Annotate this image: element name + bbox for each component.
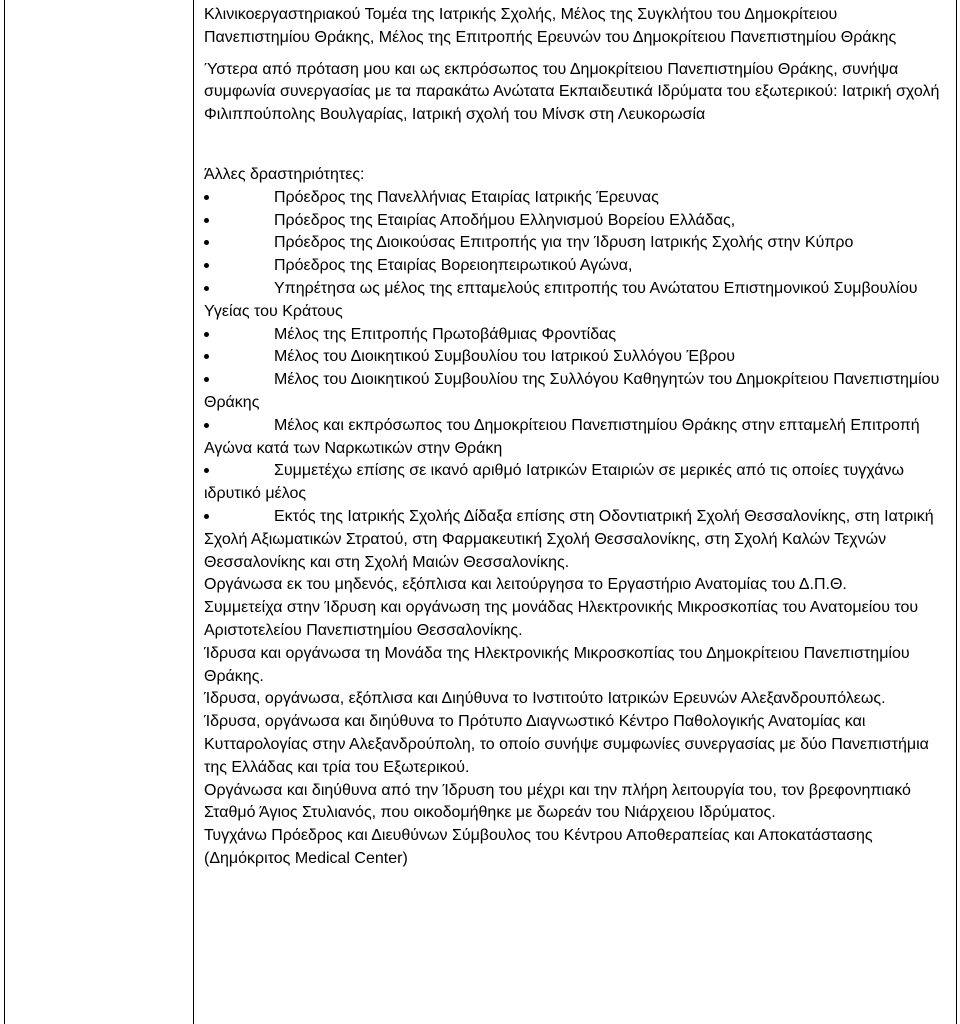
bullet-icon bbox=[204, 332, 209, 337]
bullet-icon bbox=[204, 263, 209, 268]
list-item: Εκτός της Ιατρικής Σχολής Δίδαξα επίσης στη Οδοντιατρική Σχολή Θεσσαλονίκης, στη Ιατρική Σχολή Αξιωματικών Στρατού, στη Φαρμακευτική Σχολή Θεσσαλονίκης, στη Σχολή Καλών Τεχνών Θεσσαλονίκης και στη Σχολή Μαιών Θεσσαλονίκης. bbox=[204, 507, 934, 571]
closing-paragraph: Οργάνωσα εκ του μηδενός, εξόπλισα και λειτούργησα το Εργαστήριο Ανατομίας του Δ.Π.Θ. bbox=[204, 576, 847, 594]
closing-paragraph: Συμμετείχα στην Ίδρυση και οργάνωση της μονάδας Ηλεκτρονικής Μικροσκοπίας του Ανατομείου του Αριστοτελείου Πανεπιστημίου Θεσσαλονίκης. bbox=[204, 599, 919, 639]
closing-paragraph: Ίδρυσα και οργάνωσα τη Μονάδα της Ηλεκτρονικής Μικροσκοπίας του Δημοκρίτειου Πανεπιστημίου Θράκης. bbox=[204, 644, 910, 685]
list-item: Μέλος του Διοικητικού Συμβουλίου του Ιατρικού Συλλόγου Έβρου bbox=[204, 346, 944, 369]
table-border-left bbox=[4, 0, 5, 1024]
bullet-icon bbox=[204, 514, 209, 519]
list-item: Υπηρέτησα ως μέλος της επταμελούς επιτροπής του Ανώτατου Επιστημονικού Συμβουλίου Υγείας του Κράτους bbox=[204, 279, 918, 320]
list-item: Μέλος και εκπρόσωπος του Δημοκρίτειου Πανεπιστημίου Θράκης στην επταμελή Επιτροπή Αγώνα κατά των Ναρκωτικών στην Θράκη bbox=[204, 416, 920, 457]
table-border-right bbox=[956, 0, 957, 1024]
bullet-icon bbox=[204, 218, 209, 223]
intro-paragraph-2: Ύστερα από πρόταση μου και ως εκπρόσωπος του Δημοκρίτειου Πανεπιστημίου Θράκης, συνήψα συμφωνία συνεργασίας με τα παρακάτω Ανώτατα Εκπαιδευτικά Ιδρύματα του εξωτερικού: Ιατρική σχολή Φιλιππούπολης Βουλγαρίας, Ιατρική σχολή του Μίνσκ στη Λευκορωσία bbox=[204, 60, 940, 124]
table-column-divider bbox=[193, 0, 194, 1024]
bullet-icon bbox=[204, 240, 209, 245]
list-item: Πρόεδρος της Πανελλήνιας Εταιρίας Ιατρικής Έρευνας bbox=[204, 187, 944, 210]
intro-paragraph-1: Κλινικοεργαστηριακού Τομέα της Ιατρικής Σχολής, Μέλος της Συγκλήτου του Δημοκρίτειου Πανεπιστημίου Θράκης, Μέλος της Επιτροπής Ερευνών του Δημοκρίτειου Πανεπιστημίου Θράκης bbox=[204, 6, 897, 46]
closing-paragraph: Οργάνωσα και διηύθυνα από την Ίδρυση του μέχρι και την πλήρη λειτουργία του, τον βρεφονηπιακό Σταθμό Άγιος Στυλιανός, που οικοδομήθηκε με δωρεάν του Νιάρχειου Ιδρύματος. bbox=[204, 781, 911, 822]
activities-heading: Άλλες δραστηριότητες: bbox=[204, 165, 365, 183]
list-item: Πρόεδρος της Εταιρίας Βορειοηπειρωτικού Αγώνα, bbox=[204, 255, 944, 278]
closing-paragraph: Ίδρυσα, οργάνωσα και διηύθυνα το Πρότυπο Διαγνωστικό Κέντρο Παθολογικής Ανατομίας και Κυτταρολογίας στην Αλεξανδρούπολη, το οποίο συνήψε συμφωνίες συνεργασίας με δύο Πανεπιστήμια της Ελλάδας και τρία του Εξωτερικού. bbox=[204, 713, 929, 776]
list-item: Πρόεδρος της Διοικούσας Επιτροπής για την Ίδρυση Ιατρικής Σχολής στην Κύπρο bbox=[204, 232, 944, 255]
bullet-icon bbox=[204, 377, 209, 382]
list-item: Μέλος της Επιτροπής Πρωτοβάθμιας Φροντίδας bbox=[204, 324, 944, 347]
list-item: Πρόεδρος της Εταιρίας Αποδήμου Ελληνισμού Βορείου Ελλάδας, bbox=[204, 210, 944, 233]
bullet-icon bbox=[204, 286, 209, 291]
bullet-icon bbox=[204, 195, 209, 200]
list-item: Μέλος του Διοικητικού Συμβουλίου της Συλλόγου Καθηγητών του Δημοκρίτειου Πανεπιστημίου Θράκης bbox=[204, 371, 940, 411]
cv-content-cell bbox=[204, 4, 944, 871]
bullet-icon bbox=[204, 468, 209, 473]
bullet-icon bbox=[204, 354, 209, 359]
closing-paragraph: Τυγχάνω Πρόεδρος και Διευθύνων Σύμβουλος του Κέντρου Αποθεραπείας και Αποκατάστασης (Δημόκριτος Medical Center) bbox=[204, 827, 873, 867]
list-item: Συμμετέχω επίσης σε ικανό αριθμό Ιατρικών Εταιριών σε μερικές από τις οποίες τυγχάνω ιδρυτικό μέλος bbox=[204, 462, 904, 503]
closing-paragraphs bbox=[204, 574, 944, 870]
activities-list bbox=[204, 187, 944, 575]
closing-paragraph: Ίδρυσα, οργάνωσα, εξόπλισα και Διηύθυνα το Ινστιτούτο Ιατρικών Ερευνών Αλεξανδρουπόλεως. bbox=[204, 690, 886, 708]
bullet-icon bbox=[204, 423, 209, 428]
